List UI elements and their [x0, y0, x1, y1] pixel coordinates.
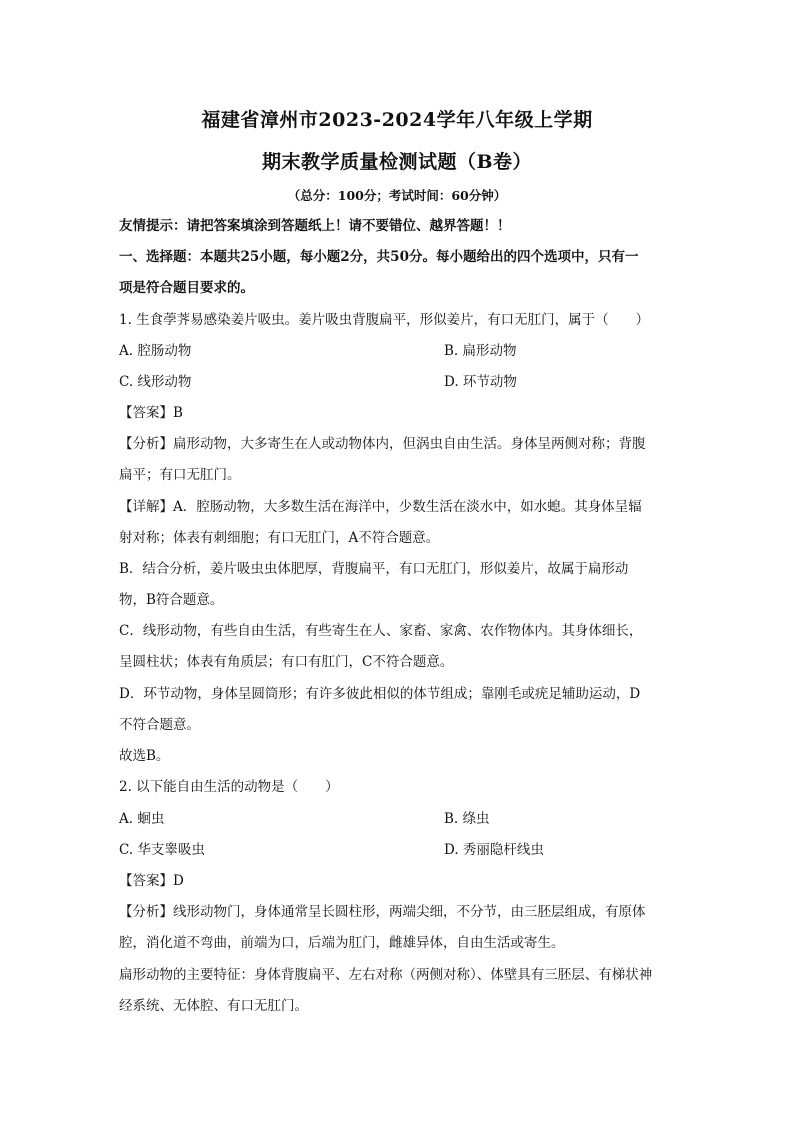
q1-option-c: C. 线形动物 — [119, 374, 192, 390]
q2-analysis-line3: 扁形动物的主要特征：身体背腹扁平、左右对称（两侧对称）、体壁具有三胚层、有梯状神 — [119, 967, 653, 983]
q1-detail-line6: 呈圆柱状；体表有角质层；有口有肛门，C不符合题意。 — [119, 654, 454, 670]
q1-answer: 【答案】B — [119, 405, 183, 421]
notice: 友情提示：请把答案填涂到答题纸上！请不要错位、越界答题！！ — [119, 218, 511, 234]
q1-detail-line7: D．环节动物，身体呈圆筒形；有许多彼此相似的体节组成；靠刚毛或疣足辅助运动，D — [119, 686, 641, 702]
q1-conclusion: 故选B。 — [119, 748, 170, 764]
q1-detail-line4: 物，B符合题意。 — [119, 592, 224, 608]
q1-option-a: A. 腔肠动物 — [119, 343, 192, 359]
q2-option-d: D. 秀丽隐杆线虫 — [444, 842, 544, 858]
q1-analysis-line1: 【分析】扁形动物，大多寄生在人或动物体内，但涡虫自由生活。身体呈两侧对称；背腹 — [119, 436, 646, 452]
q2-analysis-line2: 腔，消化道不弯曲，前端为口，后端为肛门，雌雄异体，自由生活或寄生。 — [119, 935, 565, 951]
q2-answer: 【答案】D — [119, 873, 184, 889]
q2-option-b: B. 绦虫 — [444, 811, 490, 827]
section-heading-line2: 项是符合题目要求的。 — [119, 280, 254, 296]
q1-detail-line2: 射对称；体表有刺细胞；有口无肛门，A不符合题意。 — [119, 530, 440, 546]
exam-title-line1: 福建省漳州市2023-2024学年八年级上学期 — [201, 109, 593, 131]
q2-option-a: A. 蛔虫 — [119, 811, 165, 827]
q2-option-c: C. 华支睾吸虫 — [119, 842, 205, 858]
q1-detail-line8: 不符合题意。 — [119, 717, 200, 733]
score-info: （总分：100分；考试时间：60分钟） — [287, 188, 507, 203]
q1-analysis-line2: 扁平；有口无肛门。 — [119, 467, 241, 483]
q1-detail-line5: C．线形动物，有些自由生活，有些寄生在人、家畜、家禽、农作物体内。其身体细长， — [119, 623, 643, 639]
q2-analysis-line4: 经系统、无体腔、有口无肛门。 — [119, 998, 308, 1014]
section-heading-line1: 一、选择题：本题共25小题，每小题2分，共50分。每小题给出的四个选项中，只有一 — [119, 249, 639, 265]
exam-title-line2: 期末教学质量检测试题（B卷） — [261, 151, 533, 173]
q1-detail-line1: 【详解】A．腔肠动物，大多数生活在海洋中，少数生活在淡水中，如水螅。其身体呈辐 — [119, 499, 642, 515]
q1-stem: 1. 生食荸荠易感染姜片吸虫。姜片吸虫背腹扁平，形似姜片，有口无肛门，属于（ ） — [119, 312, 650, 328]
q1-option-b: B. 扁形动物 — [444, 343, 517, 359]
q2-analysis-line1: 【分析】线形动物门，身体通常呈长圆柱形，两端尖细，不分节，由三胚层组成，有原体 — [119, 904, 646, 920]
q1-detail-line3: B．结合分析，姜片吸虫虫体肥厚，背腹扁平，有口无肛门，形似姜片，故属于扁形动 — [119, 561, 629, 577]
q1-option-d: D. 环节动物 — [444, 374, 517, 390]
q2-stem: 2. 以下能自由生活的动物是（ ） — [119, 779, 339, 795]
